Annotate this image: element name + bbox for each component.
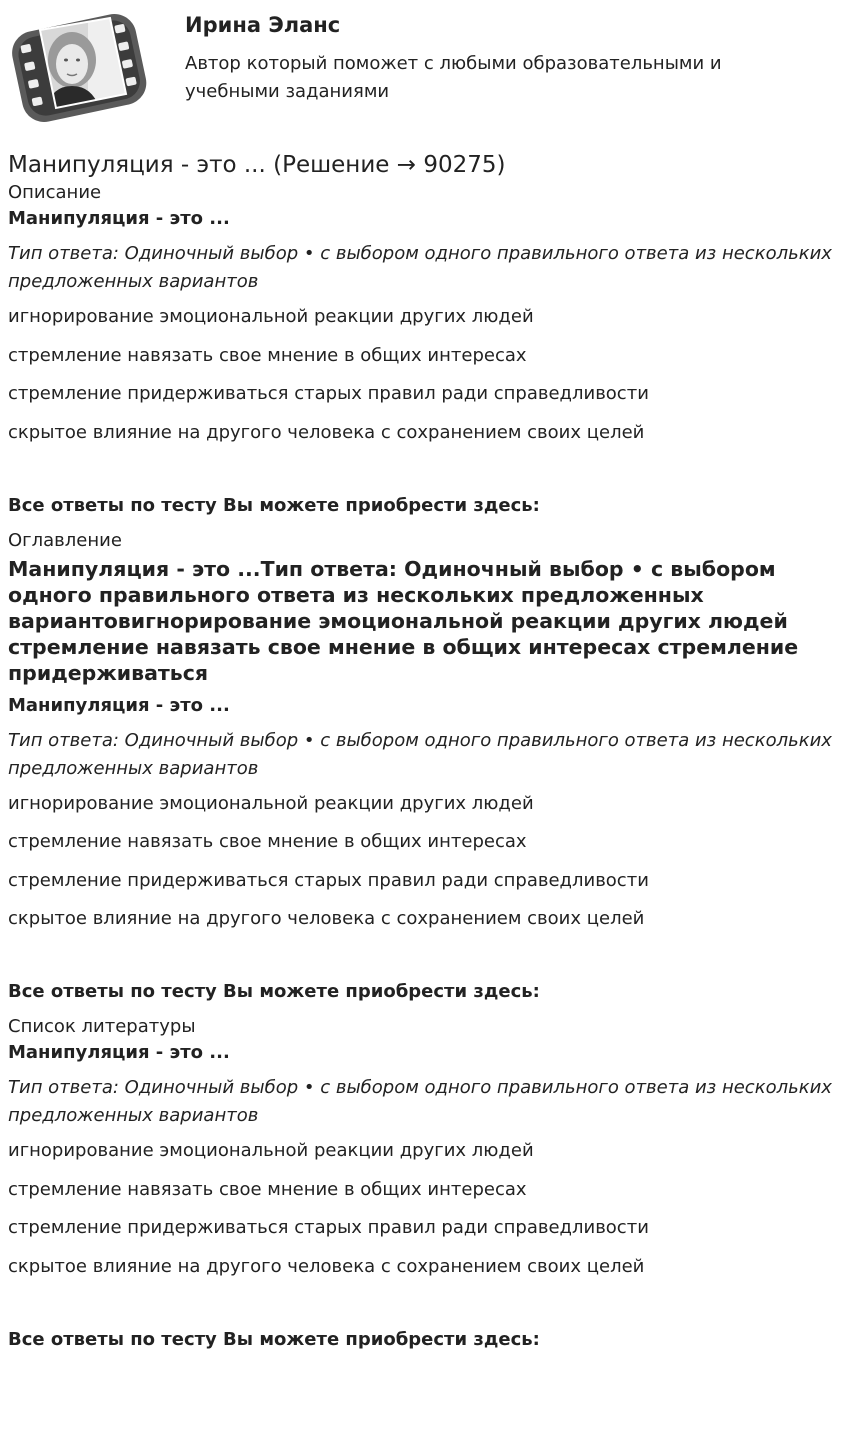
question-title: Манипуляция - это ... <box>8 208 230 229</box>
film-frame-avatar-icon <box>8 8 150 126</box>
buy-answers-text: Все ответы по тесту Вы можете приобрести здесь: <box>8 494 540 516</box>
author-name[interactable]: Ирина Эланс <box>185 13 341 37</box>
answer-option: стремление придерживаться старых правил ради справедливости <box>8 383 649 404</box>
author-block <box>0 0 847 140</box>
avatar <box>8 8 150 126</box>
answer-option: стремление навязать свое мнение в общих интересах <box>8 344 527 366</box>
author-description: Автор который поможет с любыми образовательными и учебными заданиями <box>185 53 722 102</box>
answer-option: стремление придерживаться старых правил ради справедливости <box>8 1217 649 1238</box>
description-section <box>8 180 839 519</box>
answer-type: Тип ответа: Одиночный выбор • с выбором одного правильного ответа из нескольких предложенных вариантов <box>8 243 832 292</box>
answer-option: игнорирование эмоциональной реакции других людей <box>8 306 534 327</box>
answer-type: Тип ответа: Одиночный выбор • с выбором одного правильного ответа из нескольких предложенных вариантов <box>8 1077 832 1126</box>
question-title: Манипуляция - это ... <box>8 694 230 716</box>
answer-option: скрытое влияние на другого человека с сохранением своих целей <box>8 421 645 443</box>
answer-option: стремление навязать свое мнение в общих интересах <box>8 1178 527 1200</box>
answer-option: скрытое влияние на другого человека с сохранением своих целей <box>8 908 645 929</box>
section-label-toc: Оглавление <box>8 529 122 551</box>
section-label-bibliography: Список литературы <box>8 1016 196 1037</box>
toc-section <box>8 528 839 1006</box>
page-title: Манипуляция - это ... (Решение → 90275) <box>8 152 506 178</box>
buy-answers-text: Все ответы по тесту Вы можете приобрести здесь: <box>8 981 540 1002</box>
answer-option: стремление навязать свое мнение в общих интересах <box>8 831 527 852</box>
answer-type: Тип ответа: Одиночный выбор • с выбором одного правильного ответа из нескольких предложенных вариантов <box>8 729 832 779</box>
question-title: Манипуляция - это ... <box>8 1042 230 1063</box>
bibliography-section <box>8 1014 839 1353</box>
answer-option: скрытое влияние на другого человека с сохранением своих целей <box>8 1255 645 1277</box>
answer-option: игнорирование эмоциональной реакции других людей <box>8 792 534 814</box>
main-content <box>0 150 847 1353</box>
toc-heading: Манипуляция - это ...Тип ответа: Одиночный выбор • с выбором одного правильного ответа из нескольких предложенных вариантовигнорирование эмоциональной реакции других людей стремление навязать свое мнение в общих интересах стремление придерживаться <box>8 556 799 685</box>
answer-option: стремление придерживаться старых правил ради справедливости <box>8 869 649 891</box>
buy-answers-text: Все ответы по тесту Вы можете приобрести здесь: <box>8 1328 540 1350</box>
section-label-description: Описание <box>8 182 102 203</box>
answer-option: игнорирование эмоциональной реакции других людей <box>8 1140 534 1161</box>
